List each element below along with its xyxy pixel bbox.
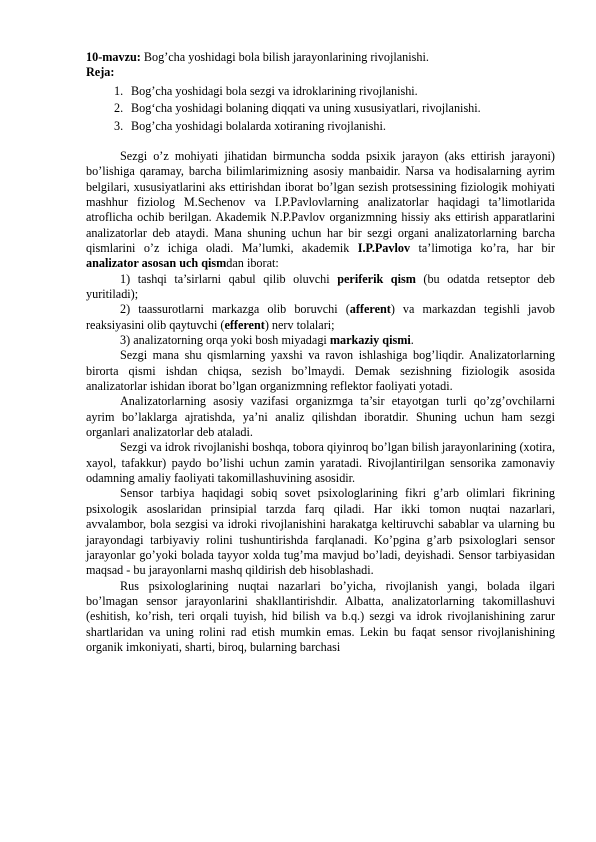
body-text [86,149,555,655]
text-run: 1) tashqi ta’sirlarni qabul qilib oluvchi [120,271,338,286]
bold-run: analizator asosan uch qism [86,256,227,271]
paragraph-sezgi-intro [86,149,555,272]
text-run: 3) analizatorning orqa yoki bosh miyadagi [120,333,330,348]
plan-item-number: 3. [114,118,124,133]
plan-item-number: 1. [114,83,124,98]
plan-item [114,83,555,100]
paragraph: Analizatorlarning asosiy vazifasi organizmga ta’sir etayotgan turli qo’zg’ovchilarni ayrim bo’laklarga ajratishda, ya’ni analiz qilishdan iboratdir. Shuning uchun ham sezgi organlari analizatorlar deb ataladi. [86,394,555,440]
text-run: 2) taassurotlarni markazga olib boruvchi ( [120,302,350,317]
bold-run: markaziy qismi [329,333,411,348]
plan-item [114,118,555,135]
text-run: Sezgi o’z mohiyati jihatidan birmuncha sodda psixik jarayon (aks ettirish jarayoni) bo’lishiga qaramay, barcha bilimlarimizning asosiy manbaidir. Narsa va hodisalarning ayrim belgilari, xususiyatlarini aks ettirishdan iborat bo’lgan sezish protsessining fiziologik mohiyati mashhur fiziolog M.Sechenov va I.P.Pavlovlarning analizatorlar haqidagi ta’limotlarida atroflicha ochib berilgan. Akademik N.P.Pavlov organizmning hissiy aks ettirish apparatlarini analizatorlar deb ataydi. Mana shuning uchun har bir sezgi organi analizatorlarning barcha qismlarini o’z ichiga oladi. Ma’lumki, akademik [86,148,555,255]
text-run: ta’limotiga ko’ra, har bir [410,240,555,255]
paragraph: Sezgi va idrok rivojlanishi boshqa, tobora qiyinroq bo’lgan bilish jarayonlarining (xotira, xayol, tafakkur) paydo bo’lishi uchun zamin yaratadi. Rivojlantirilgan sensorika zamonaviy odamning amaliy faoliyati takomillashuvining asosidir. [86,440,555,486]
plan-item-text: Bog‘cha yoshidagi bolaning diqqati va uning xususiyatlari, rivojlanishi. [131,101,481,116]
plan-item-number: 2. [114,101,124,116]
paragraph: Sensor tarbiya haqidagi sobiq sovet psixologlarining fikri g’arb olimlari fikrining psixologik asoslaridan prinsipial tarzda farq qiladi. Har ikki tomon nuqtai nazarlari, avvalambor, bola sezgisi va idroki rivojlanishini harakatga keltiruvchi sabablar va ularning bu jarayondagi tarbiyaviy rolini tushuntirishda farqlanadi. Ko’pgina g’arb psixologlari sensor jarayonlar go’yoki bolada tayyor xolda tug’ma mavjud bo’ladi, deyishadi. Sensor tarbiyasidan maqsad - bu jarayonlarni mashq qildirish deb hisoblashadi. [86,486,555,578]
text-run: dan iborat: [226,256,279,271]
text-run: . [410,333,414,348]
text-run: (bu odatda retseptor deb yuritiladi); [86,271,556,301]
paragraph-part-1 [86,272,555,303]
bold-run: efferent [224,317,265,332]
bold-run: I.P.Pavlov [357,240,411,255]
document-page [86,50,555,655]
bold-run: afferent [349,302,391,317]
topic-heading [86,50,555,65]
plan-item-text: Bog’cha yoshidagi bola sezgi va idroklarining rivojlanishi. [131,83,418,98]
plan-item-text: Bog’cha yoshidagi bolalarda xotiraning rivojlanishi. [131,118,386,133]
paragraph: Sezgi mana shu qismlarning yaxshi va ravon ishlashiga bog’liqdir. Analizatorlarning birorta qismi ishdan chiqsa, sezish bo’lmaydi. Demak sezishning fiziologik asosida analizatorlar ishidan iborat bo’lgan organizmning reflektor faoliyati yotadi. [86,348,555,394]
paragraph-part-2 [86,302,555,333]
topic-label: 10-mavzu: [86,50,141,64]
paragraph: Rus psixologlarining nuqtai nazarlari bo’yicha, rivojlanish yangi, bolada ilgari bo’lmagan sensor jarayonlarini shakllantirishdir. Albatta, analizatorlarning takomillashuvi (eshitish, ko’rish, teri orqali tuyish, hid bilish va b.q.) sezgi va idrok rivojlanishining zarur shartlaridan va uning rolini rad etish mumkin emas. Lekin bu faqat sensor rivojlanishining organik imkoniyati, sharti, biroq, bularning barchasi [86,578,555,654]
plan-list [86,83,555,135]
text-run: ) va markazdan tegishli javob reaksiyasini olib qaytuvchi ( [86,302,556,332]
topic-title: Bog’cha yoshidagi bola bilish jarayonlarining rivojlanishi. [140,50,429,64]
text-run: ) nerv tolalari; [264,317,335,332]
plan-label: Reja: [86,65,115,80]
plan-item [114,100,555,117]
paragraph-part-3 [86,333,555,348]
bold-run: periferik qism [337,271,416,286]
